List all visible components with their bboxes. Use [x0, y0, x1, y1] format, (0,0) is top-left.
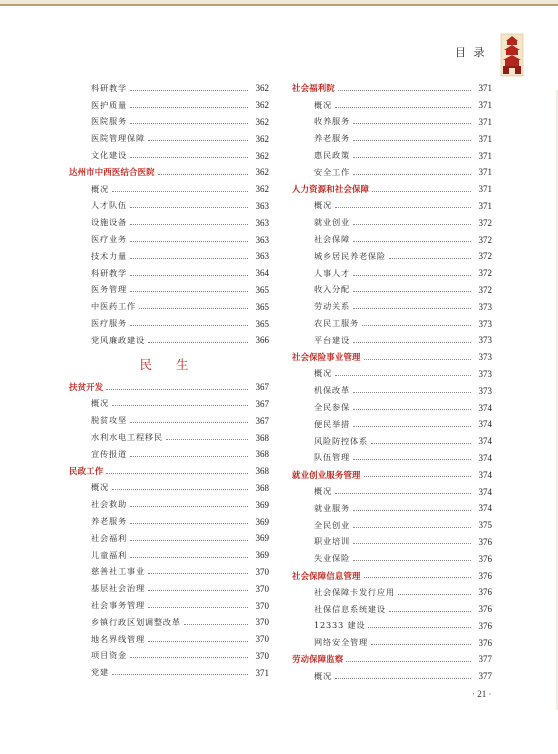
toc-page-number: 371 [478, 200, 492, 211]
toc-entry-label: 全民创业 [314, 519, 350, 530]
toc-entry-label: 概况 [314, 200, 332, 211]
toc-entry-label: 风险防控体系 [314, 435, 368, 446]
toc-entry[interactable] [69, 80, 269, 97]
dot-leader [148, 342, 248, 343]
toc-entry-label: 人事人才 [314, 267, 350, 278]
toc-entry-label: 儿童福利 [91, 549, 127, 560]
toc-entry[interactable] [292, 550, 492, 567]
toc-page-number: 374 [478, 436, 492, 447]
toc-entry-label: 农民工服务 [314, 318, 359, 329]
toc-entry[interactable] [69, 315, 269, 332]
toc-page-number: 363 [255, 217, 269, 228]
toc-page-number: 374 [478, 452, 492, 463]
toc-entry-label: 网络安全管理 [314, 637, 368, 648]
dot-leader [130, 123, 248, 124]
toc-entry[interactable] [292, 231, 492, 248]
dot-leader [335, 207, 471, 208]
dot-leader [364, 476, 471, 477]
toc-entry-label: 劳动保障监察 [292, 654, 344, 665]
toc-entry[interactable] [69, 265, 269, 282]
dot-leader [148, 641, 248, 642]
toc-entry-label: 党建 [91, 667, 109, 678]
toc-page-number: 365 [255, 301, 269, 312]
toc-entry-label: 医护质量 [91, 99, 127, 110]
toc-entry[interactable] [69, 298, 269, 315]
toc-entry-label: 扶贫开发 [69, 382, 104, 393]
toc-page-number: 370 [255, 583, 269, 594]
toc-entry[interactable] [292, 618, 492, 635]
toc-entry-label: 概况 [314, 670, 332, 681]
dot-leader [130, 224, 248, 225]
toc-entry-label: 养老服务 [91, 516, 127, 527]
toc-entry-label: 社会事务管理 [91, 600, 145, 610]
dot-leader [130, 90, 248, 91]
toc-entry[interactable] [69, 429, 269, 446]
dot-leader [148, 590, 248, 591]
toc-page-number: 362 [255, 167, 269, 178]
toc-entry-label: 文化建设 [91, 150, 127, 161]
dot-leader [353, 140, 471, 141]
toc-page-number: 363 [255, 234, 269, 245]
toc-entry-label: 科研教学 [91, 82, 127, 93]
toc-entry-label: 医疗服务 [91, 318, 127, 329]
toc-page-number: 372 [478, 217, 492, 228]
toc-category-entry[interactable] [292, 181, 492, 198]
toc-entry-label: 失业保险 [314, 553, 350, 564]
toc-page-number: 371 [478, 167, 492, 178]
dot-leader [335, 493, 471, 494]
toc-entry-label: 社会保障 [314, 234, 350, 245]
toc-page-number: 374 [478, 402, 492, 413]
dot-leader [353, 174, 471, 175]
dot-leader [353, 510, 471, 511]
dot-leader [130, 540, 248, 541]
toc-entry-label: 民政工作 [69, 466, 104, 477]
toc-page-number: 367 [255, 415, 269, 426]
toc-entry-label: 职业培训 [314, 536, 350, 547]
dot-leader [362, 325, 471, 326]
toc-entry[interactable] [292, 668, 492, 685]
dot-leader [389, 258, 471, 259]
toc-page-number: 371 [255, 667, 269, 678]
toc-entry-label: 水利水电工程移民 [91, 432, 163, 443]
toc-entry-label: 城乡居民养老保险 [314, 250, 386, 261]
toc-entry-label: 就业服务 [314, 502, 350, 513]
dot-leader [148, 140, 248, 141]
toc-page-number: 367 [255, 398, 269, 409]
toc-entry[interactable] [69, 231, 269, 248]
toc-entry[interactable] [69, 614, 269, 631]
dot-leader [389, 611, 471, 612]
toc-entry[interactable] [292, 483, 492, 500]
toc-entry-label: 中医药工作 [91, 301, 136, 312]
header-title: 目 录 [455, 46, 487, 59]
dot-leader [335, 107, 471, 108]
toc-entry-label: 党风廉政建设 [91, 334, 145, 345]
dot-leader [372, 191, 471, 192]
dot-leader [158, 174, 248, 175]
toc-page-number: 376 [478, 620, 492, 631]
toc-entry-label: 概况 [91, 398, 109, 409]
dot-leader [335, 678, 471, 679]
toc-entry[interactable] [292, 366, 492, 383]
toc-entry-label: 全民参保 [314, 402, 350, 413]
toc-entry[interactable] [292, 147, 492, 164]
toc-entry-label: 概况 [314, 99, 332, 110]
toc-page-number: 370 [255, 650, 269, 661]
toc-page-number: 377 [478, 654, 492, 665]
toc-entry[interactable] [69, 248, 269, 265]
dot-leader [106, 473, 248, 474]
toc-entry[interactable] [292, 500, 492, 517]
toc-entry[interactable] [292, 114, 492, 131]
toc-entry-label: 慈善社工事业 [91, 566, 145, 577]
dot-leader [371, 443, 471, 444]
pagoda-emblem-icon [498, 32, 526, 78]
toc-entry[interactable] [292, 584, 492, 601]
dot-leader [353, 157, 471, 158]
toc-page-number: 375 [478, 520, 492, 531]
toc-page-number: 363 [255, 251, 269, 262]
toc-page-number: 372 [478, 268, 492, 279]
toc-entry-label: 机保改革 [314, 385, 350, 396]
toc-entry[interactable] [69, 130, 269, 147]
dot-leader [148, 607, 248, 608]
dot-leader [130, 456, 248, 457]
toc-page-number: 371 [478, 150, 492, 161]
toc-page-number: 372 [478, 251, 492, 262]
toc-page-number: 377 [478, 671, 492, 682]
toc-page-number: 367 [255, 382, 269, 393]
dot-leader [130, 275, 248, 276]
toc-entry-label: 就业创业服务管理 [292, 469, 361, 480]
toc-page-number: 368 [255, 432, 269, 443]
dot-leader [130, 258, 248, 259]
toc-entry-label: 项目资金 [91, 650, 127, 661]
toc-entry[interactable] [292, 282, 492, 299]
toc-entry[interactable] [69, 547, 269, 564]
toc-page-number: 370 [255, 600, 269, 611]
toc-entry-label: 人力资源和社会保障 [292, 184, 370, 195]
toc-entry[interactable] [292, 433, 492, 450]
toc-entry-label: 收入分配 [314, 284, 350, 295]
toc-entry-label: 就业创业 [314, 217, 350, 228]
toc-page-number: 373 [478, 352, 492, 363]
toc-category-entry[interactable] [292, 349, 492, 366]
dot-leader [112, 191, 248, 192]
toc-page-number: 366 [255, 335, 269, 346]
dot-leader [364, 359, 471, 360]
toc-page-number: 369 [255, 499, 269, 510]
toc-page-number: 376 [478, 637, 492, 648]
toc-page-number: 372 [478, 234, 492, 245]
dot-leader [130, 557, 248, 558]
toc-entry[interactable] [69, 446, 269, 463]
dot-leader [130, 657, 248, 658]
toc-entry-label: 脱贫攻坚 [91, 415, 127, 426]
toc-page-number: 376 [478, 553, 492, 564]
toc-page-number: 373 [478, 301, 492, 312]
toc-page-number: 369 [255, 550, 269, 561]
toc-entry-label: 社会福利院 [292, 83, 335, 94]
toc-page-number: 368 [255, 466, 269, 477]
toc-category-entry[interactable] [69, 164, 269, 181]
toc-page-number: 363 [255, 200, 269, 211]
toc-page-number: 373 [478, 335, 492, 346]
toc-entry[interactable] [292, 601, 492, 618]
dot-leader [184, 624, 248, 625]
toc-category-entry[interactable] [69, 463, 269, 480]
toc-entry-label: 概况 [91, 183, 109, 194]
toc-entry-label: 人才队伍 [91, 200, 127, 211]
toc-page-number: 362 [255, 83, 269, 94]
toc-page-number: 371 [478, 100, 492, 111]
dot-leader [353, 275, 471, 276]
toc-page-number: 374 [478, 486, 492, 497]
toc-entry-label: 设施设备 [91, 217, 127, 228]
dot-leader [130, 291, 248, 292]
dot-leader [368, 627, 471, 628]
toc-entry-label: 社会保障卡发行应用 [314, 586, 395, 597]
dot-leader [130, 325, 248, 326]
toc-category-entry[interactable] [292, 80, 492, 97]
toc-page-number: 362 [255, 100, 269, 111]
dot-leader [112, 405, 248, 406]
toc-entry[interactable] [292, 265, 492, 282]
dot-leader [398, 594, 471, 595]
toc-entry-label: 劳动关系 [314, 301, 350, 312]
toc-entry-label: 惠民政策 [314, 150, 350, 161]
dot-leader [346, 661, 471, 662]
toc-entry[interactable] [292, 130, 492, 147]
toc-entry-label: 科研教学 [91, 267, 127, 278]
toc-page-number: 371 [478, 133, 492, 144]
toc-page-number: 374 [478, 419, 492, 430]
toc-entry[interactable] [69, 412, 269, 429]
toc-left-column [69, 80, 269, 681]
toc-page-number: 368 [255, 449, 269, 460]
toc-page-number: 370 [255, 634, 269, 645]
toc-entry[interactable] [69, 198, 269, 215]
dot-leader [353, 459, 471, 460]
toc-page-number: 376 [478, 536, 492, 547]
toc-entry-label: 概况 [91, 482, 109, 493]
toc-page-number: 362 [255, 133, 269, 144]
toc-page-number: 373 [478, 318, 492, 329]
dot-leader [130, 107, 248, 108]
toc-entry[interactable] [292, 534, 492, 551]
dot-leader [353, 543, 471, 544]
toc-page-number: 371 [478, 184, 492, 195]
dot-leader [148, 573, 248, 574]
toc-entry[interactable] [292, 298, 492, 315]
toc-entry[interactable] [69, 114, 269, 131]
toc-page-number: 365 [255, 318, 269, 329]
dot-leader [130, 506, 248, 507]
dot-leader [139, 308, 248, 309]
toc-page-number: 369 [255, 533, 269, 544]
dot-leader [353, 342, 471, 343]
toc-entry[interactable] [292, 634, 492, 651]
toc-entry[interactable] [292, 517, 492, 534]
toc-entry[interactable] [69, 396, 269, 413]
dot-leader [353, 560, 471, 561]
toc-page-number: 362 [255, 116, 269, 127]
toc-entry[interactable] [292, 382, 492, 399]
toc-entry[interactable] [69, 580, 269, 597]
toc-entry[interactable] [69, 282, 269, 299]
toc-entry[interactable] [69, 181, 269, 198]
dot-leader [353, 241, 471, 242]
page-number: · 21 · [472, 689, 492, 699]
toc-category-entry[interactable] [69, 379, 269, 396]
toc-page-number: 376 [478, 570, 492, 581]
dot-leader [130, 422, 248, 423]
toc-page-number: 370 [255, 617, 269, 628]
dot-leader [353, 426, 471, 427]
section-heading: 民 生 [139, 356, 199, 372]
toc-page-number: 368 [255, 482, 269, 493]
dot-leader [112, 674, 248, 675]
toc-entry-label: 医务管理 [91, 284, 127, 295]
toc-entry[interactable] [292, 450, 492, 467]
toc-entry[interactable] [69, 597, 269, 614]
toc-page-number: 376 [478, 587, 492, 598]
toc-page-number: 362 [255, 150, 269, 161]
toc-entry[interactable] [292, 332, 492, 349]
toc-entry[interactable] [69, 496, 269, 513]
toc-page-number: 371 [478, 83, 492, 94]
toc-entry-label: 12333 建设 [314, 620, 366, 631]
toc-page-number: 373 [478, 368, 492, 379]
toc-entry[interactable] [69, 530, 269, 547]
toc-page-number: 365 [255, 284, 269, 295]
dot-leader [371, 644, 471, 645]
dot-leader [130, 523, 248, 524]
toc-entry[interactable] [292, 97, 492, 114]
toc-page-number: 371 [478, 116, 492, 127]
toc-entry[interactable] [69, 480, 269, 497]
toc-entry[interactable] [69, 564, 269, 581]
toc-entry[interactable] [292, 399, 492, 416]
dot-leader [364, 577, 471, 578]
toc-entry-label: 队伍管理 [314, 452, 350, 463]
top-decorative-band [0, 0, 558, 6]
toc-entry-label: 平台建设 [314, 334, 350, 345]
toc-entry[interactable] [69, 214, 269, 231]
dot-leader [353, 308, 471, 309]
toc-entry-label: 医院服务 [91, 116, 127, 127]
toc-entry[interactable] [69, 631, 269, 648]
dot-leader [338, 90, 471, 91]
toc-entry[interactable] [292, 416, 492, 433]
toc-entry[interactable] [292, 164, 492, 181]
toc-entry-label: 便民举措 [314, 418, 350, 429]
dot-leader [166, 439, 248, 440]
toc-page-number: 370 [255, 566, 269, 577]
toc-entry-label: 社会保障信息管理 [292, 570, 361, 581]
toc-entry-label: 医疗业务 [91, 234, 127, 245]
toc-entry-label: 乡镇行政区划调整改革 [91, 616, 181, 627]
toc-entry[interactable] [69, 147, 269, 164]
toc-category-entry[interactable] [292, 567, 492, 584]
dot-leader [353, 527, 471, 528]
toc-category-entry[interactable] [292, 651, 492, 668]
toc-page-number: 373 [478, 385, 492, 396]
toc-entry-label: 概况 [314, 486, 332, 497]
dot-leader [353, 291, 471, 292]
dot-leader [112, 489, 248, 490]
toc-entry-label: 收养服务 [314, 116, 350, 127]
toc-page-number: 362 [255, 184, 269, 195]
toc-entry-label: 基层社会治理 [91, 583, 145, 594]
dot-leader [353, 224, 471, 225]
toc-entry[interactable] [292, 315, 492, 332]
toc-entry-label: 社保信息系统建设 [314, 603, 386, 614]
dot-leader [353, 392, 471, 393]
toc-entry-label: 社会保险事业管理 [292, 352, 361, 363]
toc-page-number: 364 [255, 268, 269, 279]
toc-page-number: 374 [478, 469, 492, 480]
toc-entry[interactable] [292, 198, 492, 215]
toc-entry[interactable] [69, 648, 269, 665]
toc-entry-label: 达州市中西医结合医院 [69, 167, 155, 178]
toc-entry[interactable] [69, 97, 269, 114]
toc-entry-label: 技术力量 [91, 250, 127, 261]
toc-entry-label: 宣传报道 [91, 448, 127, 459]
toc-entry-label: 社会救助 [91, 499, 127, 510]
dot-leader [335, 375, 471, 376]
toc-entry-label: 养老服务 [314, 133, 350, 144]
toc-entry-label: 安全工作 [314, 166, 350, 177]
toc-right-column [292, 80, 492, 685]
toc-entry[interactable] [292, 214, 492, 231]
toc-page-number: 369 [255, 516, 269, 527]
toc-category-entry[interactable] [292, 466, 492, 483]
toc-entry-label: 概况 [314, 368, 332, 379]
toc-entry[interactable] [292, 248, 492, 265]
toc-entry-label: 医院管理保障 [91, 133, 145, 144]
toc-page-number: 372 [478, 284, 492, 295]
dot-leader [106, 389, 248, 390]
toc-entry[interactable] [69, 513, 269, 530]
toc-page-number: 374 [478, 503, 492, 514]
toc-entry[interactable] [69, 332, 269, 349]
dot-leader [353, 123, 471, 124]
dot-leader [353, 409, 471, 410]
toc-entry-label: 社会福利 [91, 532, 127, 543]
toc-entry[interactable] [69, 664, 269, 681]
toc-page-number: 376 [478, 604, 492, 615]
dot-leader [130, 157, 248, 158]
toc-entry-label: 地名界线管理 [91, 633, 145, 644]
dot-leader [130, 207, 248, 208]
dot-leader [130, 241, 248, 242]
